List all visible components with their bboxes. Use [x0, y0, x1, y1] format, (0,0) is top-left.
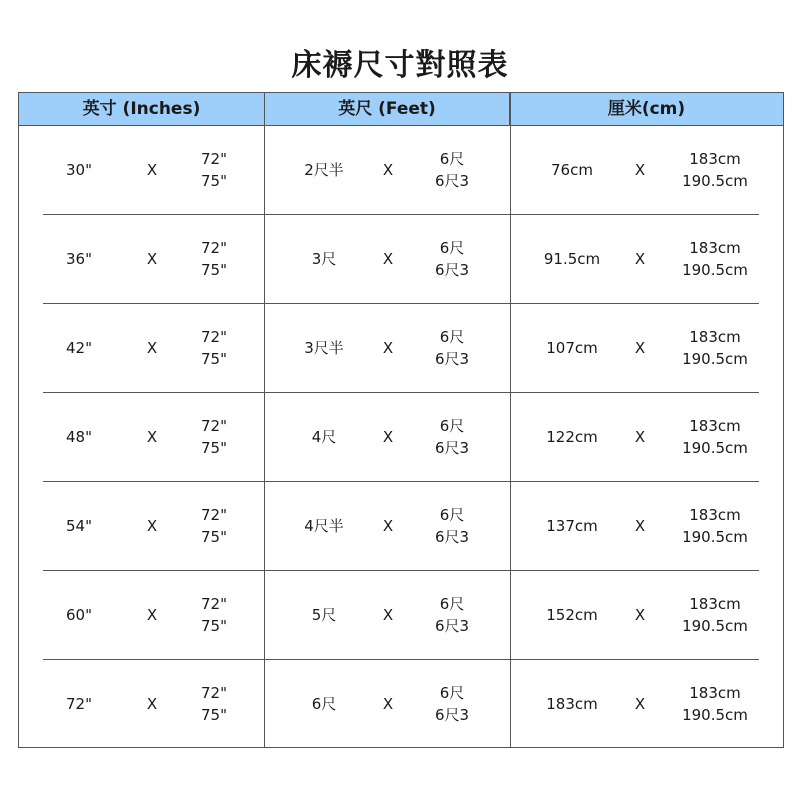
- width-inches: 60": [66, 606, 92, 624]
- width-cm: 76cm: [551, 161, 593, 179]
- times-separator: X: [634, 161, 646, 179]
- length-feet-63: 6尺3: [434, 617, 470, 635]
- length-cm-183: 183cm: [689, 506, 741, 524]
- length-cm-1905: 190.5cm: [682, 261, 748, 279]
- length-inches-75: 75": [201, 350, 227, 368]
- length-cm-183: 183cm: [689, 417, 741, 435]
- width-feet: 3尺半: [304, 339, 344, 357]
- times-separator: X: [146, 517, 158, 535]
- length-cm-1905: 190.5cm: [682, 350, 748, 368]
- length-inches-72: 72": [201, 150, 227, 168]
- length-cm-1905: 190.5cm: [682, 617, 748, 635]
- length-inches-72: 72": [201, 239, 227, 257]
- width-inches: 48": [66, 428, 92, 446]
- times-separator: X: [634, 606, 646, 624]
- times-separator: X: [146, 695, 158, 713]
- size-table: [18, 92, 784, 748]
- width-inches: 36": [66, 250, 92, 268]
- times-separator: X: [146, 606, 158, 624]
- length-feet-6: 6尺: [439, 684, 465, 702]
- width-cm: 122cm: [546, 428, 598, 446]
- table-header: [19, 93, 783, 126]
- times-separator: X: [382, 161, 394, 179]
- length-inches-75: 75": [201, 439, 227, 457]
- width-cm: 152cm: [546, 606, 598, 624]
- table-body: [19, 126, 783, 749]
- length-feet-63: 6尺3: [434, 439, 470, 457]
- times-separator: X: [382, 428, 394, 446]
- times-separator: X: [382, 606, 394, 624]
- length-inches-72: 72": [201, 506, 227, 524]
- table-row: [19, 482, 783, 571]
- length-inches-75: 75": [201, 617, 227, 635]
- length-feet-63: 6尺3: [434, 261, 470, 279]
- length-feet-6: 6尺: [439, 150, 465, 168]
- length-cm-183: 183cm: [689, 239, 741, 257]
- times-separator: X: [634, 695, 646, 713]
- table-row: [19, 571, 783, 660]
- width-feet: 3尺: [311, 250, 337, 268]
- times-separator: X: [146, 161, 158, 179]
- table-row: [19, 126, 783, 215]
- width-cm: 137cm: [546, 517, 598, 535]
- times-separator: X: [146, 428, 158, 446]
- table-row: [19, 304, 783, 393]
- header-feet: 英尺 (Feet): [265, 93, 510, 125]
- length-cm-1905: 190.5cm: [682, 172, 748, 190]
- width-feet: 5尺: [311, 606, 337, 624]
- times-separator: X: [382, 517, 394, 535]
- length-feet-63: 6尺3: [434, 706, 470, 724]
- length-inches-75: 75": [201, 706, 227, 724]
- header-inches: 英寸 (Inches): [19, 93, 265, 125]
- length-feet-63: 6尺3: [434, 172, 470, 190]
- width-feet: 2尺半: [304, 161, 344, 179]
- length-cm-1905: 190.5cm: [682, 706, 748, 724]
- length-cm-1905: 190.5cm: [682, 439, 748, 457]
- times-separator: X: [146, 339, 158, 357]
- length-cm-1905: 190.5cm: [682, 528, 748, 546]
- times-separator: X: [634, 339, 646, 357]
- length-cm-183: 183cm: [689, 150, 741, 168]
- times-separator: X: [382, 250, 394, 268]
- length-feet-6: 6尺: [439, 328, 465, 346]
- length-cm-183: 183cm: [689, 684, 741, 702]
- times-separator: X: [634, 428, 646, 446]
- width-inches: 42": [66, 339, 92, 357]
- width-cm: 183cm: [546, 695, 598, 713]
- width-inches: 54": [66, 517, 92, 535]
- width-inches: 30": [66, 161, 92, 179]
- length-feet-6: 6尺: [439, 239, 465, 257]
- length-feet-63: 6尺3: [434, 528, 470, 546]
- length-feet-6: 6尺: [439, 506, 465, 524]
- header-cm: 厘米(cm): [607, 99, 686, 119]
- table-row: [19, 215, 783, 304]
- table-row: [19, 393, 783, 482]
- page-title: 床褥尺寸對照表: [291, 48, 509, 83]
- times-separator: X: [382, 695, 394, 713]
- width-feet: 4尺半: [304, 517, 344, 535]
- length-inches-75: 75": [201, 528, 227, 546]
- times-separator: X: [382, 339, 394, 357]
- length-feet-6: 6尺: [439, 417, 465, 435]
- width-feet: 4尺: [311, 428, 337, 446]
- length-feet-63: 6尺3: [434, 350, 470, 368]
- length-cm-183: 183cm: [689, 595, 741, 613]
- times-separator: X: [634, 517, 646, 535]
- table-row: [19, 660, 783, 749]
- width-cm: 107cm: [546, 339, 598, 357]
- times-separator: X: [146, 250, 158, 268]
- length-inches-72: 72": [201, 328, 227, 346]
- times-separator: X: [634, 250, 646, 268]
- width-feet: 6尺: [311, 695, 337, 713]
- length-cm-183: 183cm: [689, 328, 741, 346]
- width-inches: 72": [66, 695, 92, 713]
- length-inches-75: 75": [201, 261, 227, 279]
- length-inches-72: 72": [201, 417, 227, 435]
- length-inches-72: 72": [201, 595, 227, 613]
- length-inches-72: 72": [201, 684, 227, 702]
- width-cm: 91.5cm: [543, 250, 601, 268]
- length-feet-6: 6尺: [439, 595, 465, 613]
- length-inches-75: 75": [201, 172, 227, 190]
